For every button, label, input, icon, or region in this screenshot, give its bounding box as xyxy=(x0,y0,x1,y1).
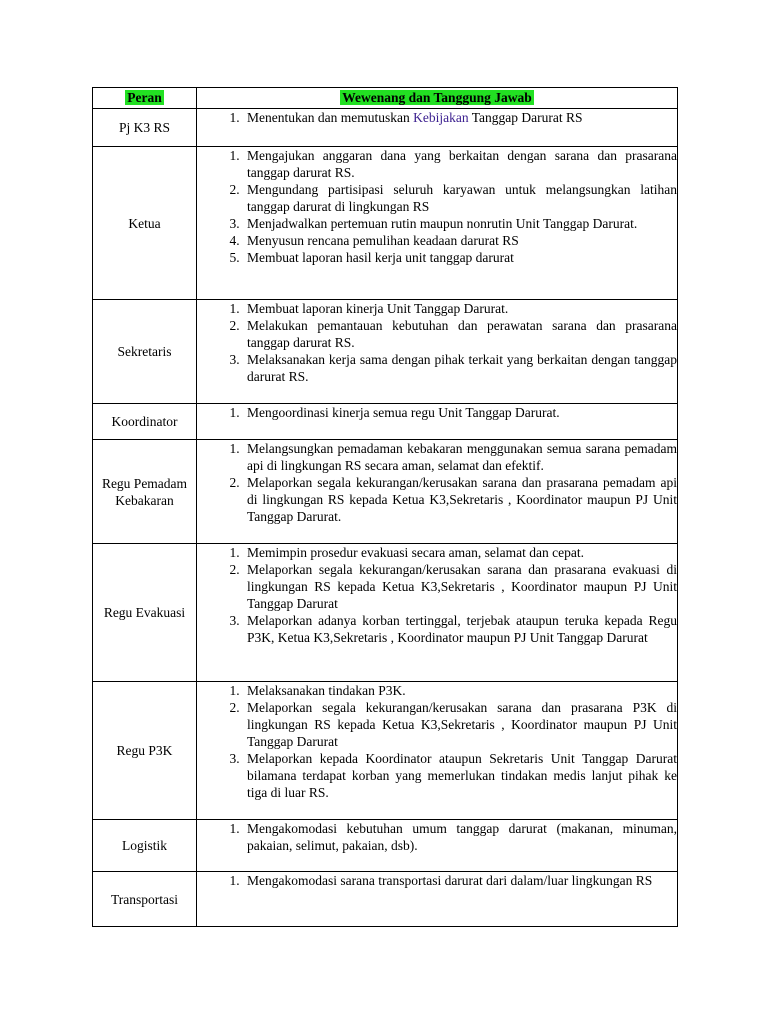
duty-text-post: Tanggap Darurat RS xyxy=(468,110,583,125)
roles-table xyxy=(92,87,678,927)
duty-item: 1. Melangsungkan pemadaman kebakaran menggunakan semua sarana pemadam api di lingkungan RS secara aman, selamat dan efektif. xyxy=(243,440,677,474)
duty-item: 4. Menyusun rencana pemulihan keadaan darurat RS xyxy=(243,232,677,249)
header-role-label: Peran xyxy=(127,90,162,105)
table-row xyxy=(93,872,678,927)
table-body xyxy=(93,109,678,927)
table-row xyxy=(93,404,678,440)
duties-cell xyxy=(197,682,678,820)
duty-item xyxy=(243,109,677,126)
table-row xyxy=(93,544,678,682)
duty-item: 2. Melaporkan segala kekurangan/kerusakan sarana dan prasarana P3K di lingkungan RS kepada Ketua K3,Sekretaris , Koordinator maupun PJ Unit Tanggap Darurat xyxy=(243,699,677,750)
table-header-row xyxy=(93,88,678,109)
duty-item: 1. Melaksanakan tindakan P3K. xyxy=(243,682,677,699)
duty-item: 2. Mengundang partisipasi seluruh karyawan untuk melangsungkan latihan tanggap darurat di lingkungan RS xyxy=(243,181,677,215)
duties-cell xyxy=(197,872,678,927)
header-duties xyxy=(197,88,678,109)
role-cell: Regu Evakuasi xyxy=(93,544,197,682)
duty-item: 2. Melaporkan segala kekurangan/kerusakan sarana dan prasarana evakuasi di lingkungan RS kepada Ketua K3,Sekretaris , Koordinator maupun PJ Unit Tanggap Darurat xyxy=(243,561,677,612)
role-cell: Ketua xyxy=(93,147,197,300)
duty-item: 3. Menjadwalkan pertemuan rutin maupun nonrutin Unit Tanggap Darurat. xyxy=(243,215,677,232)
duties-cell xyxy=(197,440,678,544)
duties-cell xyxy=(197,300,678,404)
duties-cell xyxy=(197,404,678,440)
table-row xyxy=(93,300,678,404)
duty-item: 2. Melaporkan segala kekurangan/kerusakan sarana dan prasarana pemadam api di lingkungan RS kepada Ketua K3,Sekretaris , Koordinator maupun PJ Unit Tanggap Darurat. xyxy=(243,474,677,525)
duty-item: 1. Mengoordinasi kinerja semua regu Unit Tanggap Darurat. xyxy=(243,404,677,421)
kebijakan-link[interactable]: Kebijakan xyxy=(413,110,469,125)
role-cell: Logistik xyxy=(93,820,197,872)
table-row xyxy=(93,147,678,300)
duties-cell xyxy=(197,147,678,300)
duty-item: 3. Melaporkan adanya korban tertinggal, terjebak ataupun teruka kepada Regu P3K, Ketua K3,Sekretaris , Koordinator maupun PJ Unit Tanggap Darurat xyxy=(243,612,677,646)
duty-item: 1. Memimpin prosedur evakuasi secara aman, selamat dan cepat. xyxy=(243,544,677,561)
table-row xyxy=(93,820,678,872)
role-cell: Regu P3K xyxy=(93,682,197,820)
duty-item: 2. Melakukan pemantauan kebutuhan dan perawatan sarana dan prasarana tanggap darurat RS. xyxy=(243,317,677,351)
duties-list xyxy=(197,872,677,889)
duties-list xyxy=(197,147,677,266)
table-row xyxy=(93,682,678,820)
duty-item: 3. Melaksanakan kerja sama dengan pihak terkait yang berkaitan dengan tanggap darurat RS. xyxy=(243,351,677,385)
table-row xyxy=(93,109,678,147)
duties-cell xyxy=(197,544,678,682)
table-row xyxy=(93,440,678,544)
duty-item: 1. Mengajukan anggaran dana yang berkaitan dengan sarana dan prasarana tanggap darurat RS. xyxy=(243,147,677,181)
duty-item: 3. Melaporkan kepada Koordinator ataupun Sekretaris Unit Tanggap Darurat bilamana terdapat korban yang memerlukan tindakan medis lanjut pihak ke tiga di luar RS. xyxy=(243,750,677,801)
role-cell: Regu Pemadam Kebakaran xyxy=(93,440,197,544)
duties-list xyxy=(197,544,677,646)
duties-cell xyxy=(197,109,678,147)
duties-list xyxy=(197,109,677,126)
role-cell: Transportasi xyxy=(93,872,197,927)
role-cell: Koordinator xyxy=(93,404,197,440)
duties-list xyxy=(197,404,677,421)
duties-cell xyxy=(197,820,678,872)
role-cell: Sekretaris xyxy=(93,300,197,404)
duty-text-pre: Menentukan dan memutuskan xyxy=(247,110,414,125)
duty-item: 1. Mengakomodasi sarana transportasi darurat dari dalam/luar lingkungan RS xyxy=(243,872,677,889)
duty-item: 1. Mengakomodasi kebutuhan umum tanggap darurat (makanan, minuman, pakaian, selimut, pakaian, dsb). xyxy=(243,820,677,854)
header-duties-label: Wewenang dan Tanggung Jawab xyxy=(342,90,532,105)
header-role xyxy=(93,88,197,109)
duties-list xyxy=(197,300,677,385)
duty-item: 5. Membuat laporan hasil kerja unit tanggap darurat xyxy=(243,249,677,266)
duties-list xyxy=(197,682,677,801)
role-cell: Pj K3 RS xyxy=(93,109,197,147)
duties-list xyxy=(197,820,677,854)
duty-item: 1. Membuat laporan kinerja Unit Tanggap Darurat. xyxy=(243,300,677,317)
duties-list xyxy=(197,440,677,525)
